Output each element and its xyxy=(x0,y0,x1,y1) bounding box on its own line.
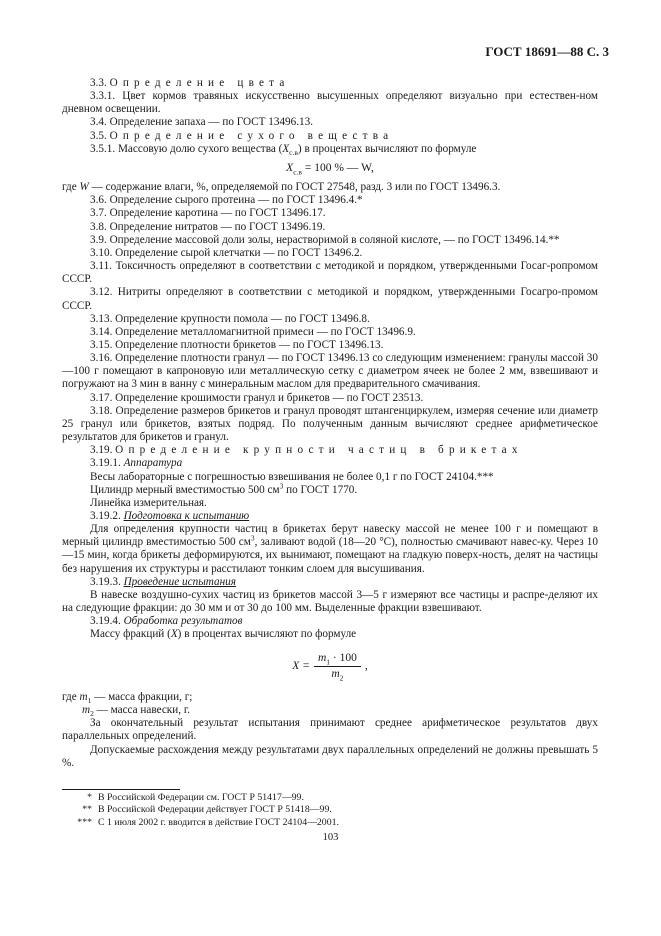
formula-tail: , xyxy=(364,659,368,672)
subsection-heading-3-19-1 xyxy=(62,457,598,470)
text-run: — содержание влаги, %, определяемой по ГОСТ 27548, разд. 3 или по ГОСТ 13496.3. xyxy=(88,181,501,194)
footnote-separator xyxy=(62,789,180,790)
footnote-text: С 1 июля 2002 г. вводится в действие ГОСТ 24104—2001. xyxy=(98,816,339,828)
section-title: Определение цвета xyxy=(109,77,290,89)
subsection-heading-3-19-3 xyxy=(62,576,598,589)
paragraph-equipment-ruler: Линейка измерительная. xyxy=(90,496,207,509)
formula-subscript: 1 xyxy=(87,696,92,706)
formula-dry-matter xyxy=(62,162,598,175)
text-run: 3.5.1. Массовую долю сухого вещества ( xyxy=(90,142,283,155)
paragraph-where-m1 xyxy=(62,691,598,704)
page-header: ГОСТ 18691—88 С. 3 xyxy=(485,44,609,59)
paragraph-3-3-1: 3.3.1. Цвет кормов травяных искусственно высушенных определяют визуально при естествен-ном дневном освещении. xyxy=(62,90,598,116)
section-title: Подготовка к испытанию xyxy=(123,510,250,522)
paragraph-equipment-scales: Весы лабораторные с погрешностью взвешивания не более 0,1 г по ГОСТ 24104.*** xyxy=(90,470,494,483)
footnote-mark: * xyxy=(87,792,92,803)
section-heading-3-19 xyxy=(62,444,598,457)
formula-fraction-mass xyxy=(62,652,598,681)
paragraph-tolerance: Допускаемые расхождения между результатами двух параллельных определений не должны превышать 5 %. xyxy=(62,743,598,769)
paragraph-3-12: 3.12. Нитриты определяют в соответствии с методикой и порядком, утвержденными Госагро-промом СССР. xyxy=(62,286,598,312)
formula-variable: m xyxy=(317,651,327,664)
section-title: Обработка результатов xyxy=(123,615,243,628)
paragraph-3-15: 3.15. Определение плотности брикетов — по ГОСТ 13496.13. xyxy=(90,338,384,351)
paragraph-where-m2 xyxy=(62,704,598,717)
paragraph-3-17: 3.17. Определение крошимости гранул и брикетов — по ГОСТ 23513. xyxy=(90,391,424,404)
formula-subscript: 2 xyxy=(90,709,94,719)
section-heading-3-3 xyxy=(62,77,598,90)
section-number: 3.19.1. xyxy=(90,457,121,470)
footnote xyxy=(62,804,598,816)
section-title: Определение сухого вещества xyxy=(109,129,394,142)
text-run: ) в процентах вычисляют по формуле xyxy=(297,142,477,155)
footnote-mark: ** xyxy=(82,804,92,816)
footnote xyxy=(62,817,598,829)
paragraph-mass-intro xyxy=(62,628,598,641)
text-run: — масса навески, г. xyxy=(93,704,190,717)
text-run: Для определения крупности частиц в брикетах берут навеску массой не менее 100 г и помещают в мерный цилиндр вместимостью 500 см xyxy=(62,523,598,549)
formula-variable: m xyxy=(82,704,91,717)
text-run: ) в процентах вычисляют по формуле xyxy=(177,628,357,641)
section-number: 3.3. xyxy=(90,77,107,89)
section-title: Определение крупности частиц в брикетах xyxy=(115,444,523,457)
formula-variable: X xyxy=(282,142,290,155)
paragraph-3-9: 3.9. Определение массовой доли золы, нерастворимой в соляной кислоте, — по ГОСТ 13496.14.** xyxy=(90,233,560,246)
formula-subscript: 1 xyxy=(326,656,330,666)
footnotes xyxy=(62,792,598,829)
formula-subscript: 2 xyxy=(339,673,344,683)
section-heading-3-5 xyxy=(62,130,598,143)
footnote-text: В Российской Федерации действует ГОСТ Р 51418—99. xyxy=(98,804,332,816)
formula-subscript: с.в xyxy=(293,167,302,177)
paragraph-test-procedure: В навеске воздушно-сухих частиц из брикетов массой 3—5 г измеряют все частицы и распре-деляют их на следующие фракции: до 30 мм и от 30 до 100 мм. Выделенные фракции взвешивают. xyxy=(62,588,598,615)
formula-lhs: X = xyxy=(292,659,310,672)
text-run: , заливают водой (18—20 °С), полностью смачивают навес-ку. Через 10—15 мин, когда брикеты деформируются, их вынимают, помещают на гладкую поверх-ность, делят на частицы без нарушения их структуры и расстилают тонким слоем для высушивания. xyxy=(62,536,598,575)
paragraph-3-4: 3.4. Определение запаха — по ГОСТ 13496.13. xyxy=(90,116,314,129)
footnote-mark: *** xyxy=(77,816,92,828)
paragraph-3-11: 3.11. Токсичность определяют в соответствии с методикой и порядком, утвержденными Госаг-ропромом СССР. xyxy=(62,260,598,286)
superscript: 3 xyxy=(279,480,284,490)
formula-subscript: с.в xyxy=(289,148,298,158)
section-title: Проведение испытания xyxy=(123,575,236,588)
section-number: 3.5. xyxy=(90,129,107,142)
section-number: 3.19. xyxy=(90,444,113,457)
paragraph-equipment-cylinder xyxy=(62,480,598,497)
footnote-text: В Российской Федерации см. ГОСТ Р 51417—99. xyxy=(98,792,304,803)
text-run: где xyxy=(62,181,80,194)
paragraph-3-7: 3.7. Определение каротина — по ГОСТ 13496.17. xyxy=(90,207,326,220)
paragraph-3-5-1 xyxy=(62,143,598,156)
paragraph-3-13: 3.13. Определение крупности помола — по ГОСТ 13496.8. xyxy=(90,312,370,325)
formula-variable: X xyxy=(170,628,178,641)
text-run: по ГОСТ 1770. xyxy=(283,483,358,496)
superscript: 3 xyxy=(250,533,255,543)
document-body xyxy=(62,77,598,770)
formula-expression: · 100 xyxy=(330,651,357,664)
formula-expression: = 100 % — W, xyxy=(301,161,374,174)
formula-variable: W xyxy=(79,181,89,194)
footnote xyxy=(62,792,598,804)
text-run: Массу фракций ( xyxy=(90,628,171,641)
paragraph-3-14: 3.14. Определение металломагнитной примеси — по ГОСТ 13496.9. xyxy=(90,325,416,338)
text-run: — масса фракции, г; xyxy=(91,690,193,703)
page-number: 103 xyxy=(322,832,339,843)
text-run: где xyxy=(62,690,80,703)
paragraph-3-18: 3.18. Определение размеров брикетов и гранул проводят штангенциркулем, измеряя сечение или диаметр 25 гранул или брикетов, взятых подряд. По полученным данным вычисляют среднее арифметическое результатов для брикетов и гранул. xyxy=(62,404,598,444)
paragraph-3-6: 3.6. Определение сырого протеина — по ГОСТ 13496.4.* xyxy=(90,194,363,207)
formula-denominator xyxy=(331,667,343,681)
formula-variable: m xyxy=(331,667,340,680)
paragraph-where-w xyxy=(62,181,598,194)
text-run: Цилиндр мерный вместимостью 500 см xyxy=(90,483,280,496)
section-title: Аппаратура xyxy=(123,457,183,470)
paragraph-3-8: 3.8. Определение нитратов — по ГОСТ 13496.19. xyxy=(90,220,326,233)
paragraph-preparation xyxy=(62,523,598,576)
section-number: 3.19.2. xyxy=(90,510,121,522)
paragraph-3-10: 3.10. Определение сырой клетчатки — по ГОСТ 13496.2. xyxy=(90,246,363,259)
paragraph-final-result: За окончательный результат испытания принимают среднее арифметическое результатов двух параллельных определений. xyxy=(62,717,598,743)
subsection-heading-3-19-4 xyxy=(62,615,598,628)
formula-variable: m xyxy=(79,690,88,703)
paragraph-3-16: 3.16. Определение плотности гранул — по ГОСТ 13496.13 со следующим изменением: гранулы массой 30—100 г помещают в капроновую или металлическую сетку с диаметром ячеек не более 2 мм, взвешивают и погружают на 3 мин в ванну с минеральным маслом для предварительного смачивания. xyxy=(62,352,598,391)
formula-fraction xyxy=(314,652,361,681)
subsection-heading-3-19-2 xyxy=(62,510,598,523)
section-number: 3.19.3. xyxy=(90,575,121,588)
section-number: 3.19.4. xyxy=(90,615,121,628)
formula-numerator xyxy=(314,652,361,667)
formula-variable: X xyxy=(286,161,294,174)
